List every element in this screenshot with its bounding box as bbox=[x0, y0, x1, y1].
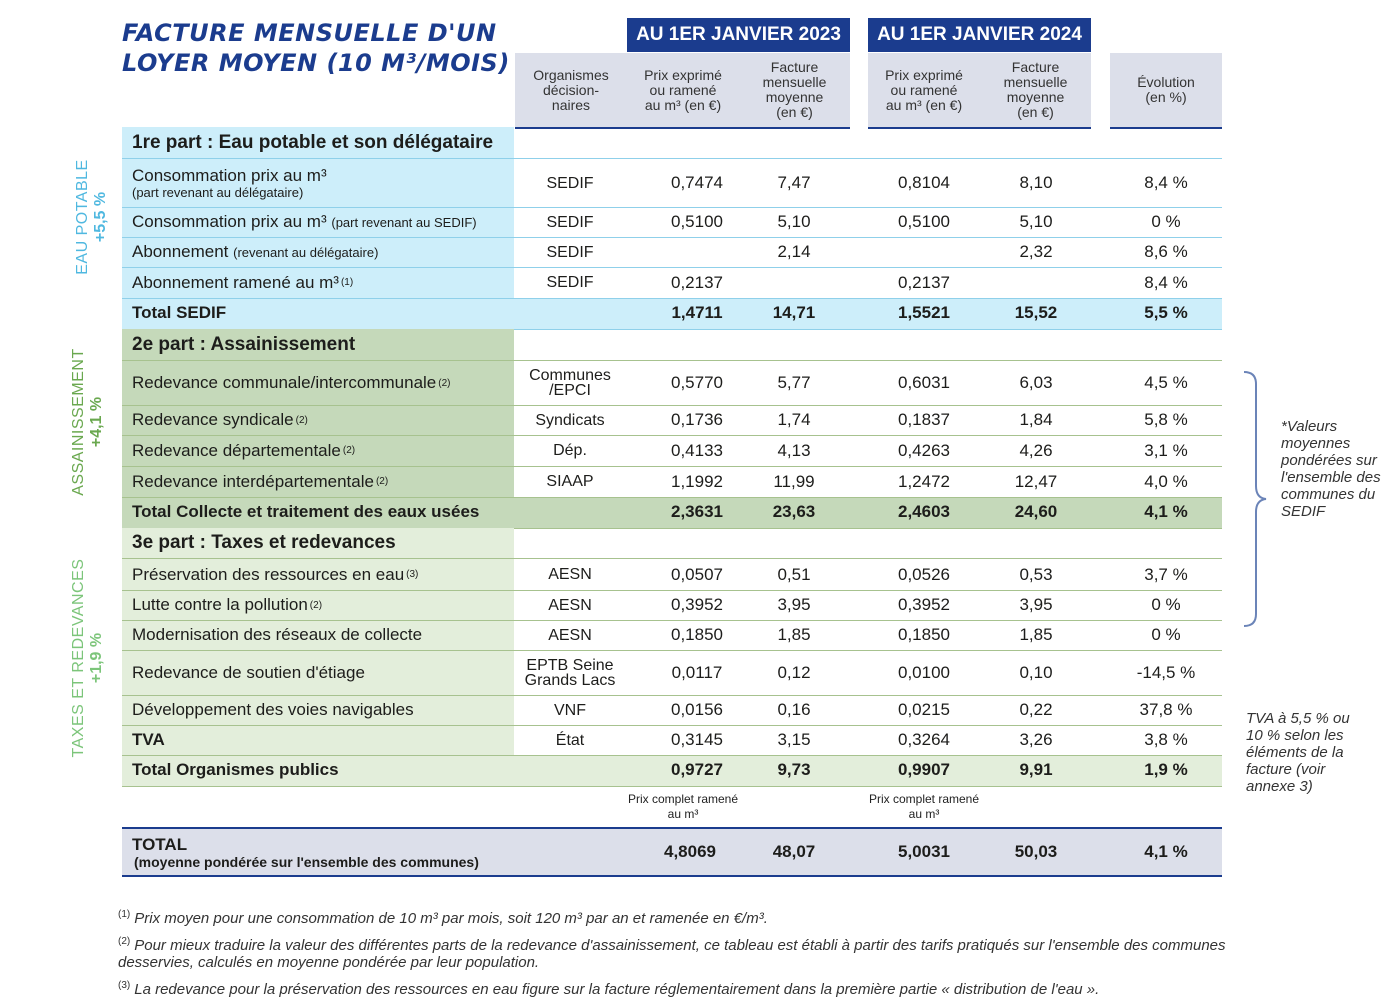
side-label-eau-potable: EAU POTABLE +5,5 % bbox=[74, 159, 109, 275]
prix-complet-2024: Prix complet ramené au m³ bbox=[868, 792, 980, 821]
row-org: SEDIF bbox=[546, 213, 594, 231]
row-evolution: -14,5 % bbox=[1136, 662, 1196, 682]
side-label-taxes: TAXES ET REDEVANCES +1,9 % bbox=[70, 558, 105, 758]
page-title bbox=[122, 18, 510, 78]
title-line-1: FACTURE MENSUELLE D'UN bbox=[122, 19, 497, 47]
row-label: Redevance de soutien d'étiage bbox=[132, 662, 365, 682]
row-evolution: 0 % bbox=[1151, 595, 1181, 614]
row-invoice-2024: 5,10 bbox=[1019, 212, 1053, 231]
row-price-2024: 1,5521 bbox=[898, 303, 950, 322]
row-invoice-2023: 5,10 bbox=[777, 212, 811, 231]
note-tva: TVA à 5,5 % ou 10 % selon les éléments de la facture (voir annexe 3) bbox=[1246, 710, 1350, 795]
row-invoice-2024: 0,10 bbox=[1019, 662, 1053, 682]
row-invoice-2024: 4,26 bbox=[1019, 440, 1053, 460]
header-org: Organismes décision- naires bbox=[515, 53, 627, 129]
row-invoice-2024: 9,91 bbox=[1019, 760, 1053, 779]
row-footnote-ref: (3) bbox=[406, 569, 419, 580]
table-row bbox=[122, 650, 1222, 696]
row-price-2023: 2,3631 bbox=[671, 502, 723, 521]
row-evolution: 5,8 % bbox=[1144, 410, 1188, 429]
section-1-title: 1re part : Eau potable et son délégataire bbox=[132, 132, 494, 153]
table-row bbox=[122, 559, 1222, 591]
section-3-title-row bbox=[122, 528, 1222, 559]
row-price-2024: 0,9907 bbox=[898, 760, 950, 779]
row-invoice-2024: 12,47 bbox=[1014, 471, 1058, 491]
row-price-2024: 0,0100 bbox=[898, 662, 950, 682]
row-price-2023: 0,7474 bbox=[671, 173, 723, 192]
row-label: Abonnement bbox=[132, 242, 229, 261]
row-org: AESN bbox=[548, 566, 592, 583]
row-invoice-2024: 1,84 bbox=[1019, 410, 1053, 429]
row-invoice-2023: 3,15 bbox=[777, 730, 811, 749]
table-row bbox=[122, 267, 1222, 298]
table-row bbox=[122, 159, 1222, 208]
row-label: Redevance syndicale bbox=[132, 410, 294, 429]
section-2-title: 2e part : Assainissement bbox=[132, 334, 356, 355]
row-label: Développement des voies navigables bbox=[132, 700, 414, 719]
row-invoice-2023: 1,85 bbox=[777, 625, 811, 644]
table-row bbox=[122, 435, 1222, 467]
row-invoice-2023 bbox=[744, 267, 844, 298]
row-label-sub: (part revenant au SEDIF) bbox=[331, 214, 477, 230]
row-price-2024: 0,0215 bbox=[898, 700, 950, 719]
row-price-2024: 0,0526 bbox=[898, 564, 950, 584]
row-footnote-ref: (1) bbox=[340, 277, 354, 288]
row-evolution: 0 % bbox=[1151, 212, 1181, 231]
row-label: TVA bbox=[132, 730, 165, 749]
total-collecte-row bbox=[122, 497, 1222, 527]
row-invoice-2024: 24,60 bbox=[1014, 502, 1058, 521]
total-invoice-2024: 50,03 bbox=[1014, 842, 1058, 861]
row-invoice-2023: 23,63 bbox=[772, 502, 816, 521]
row-invoice-2023: 7,47 bbox=[777, 173, 811, 192]
row-invoice-2024: 8,10 bbox=[1019, 173, 1053, 192]
row-price-2024: 0,3264 bbox=[898, 730, 950, 749]
row-invoice-2024 bbox=[986, 267, 1086, 298]
row-evolution: 8,4 % bbox=[1144, 173, 1188, 192]
total-sedif-row bbox=[122, 298, 1222, 328]
row-footnote-ref: (2) bbox=[438, 377, 451, 389]
row-price-2024 bbox=[868, 237, 980, 267]
row-price-2024: 0,5100 bbox=[898, 212, 950, 231]
header-evolution: Évolution (en %) bbox=[1110, 53, 1222, 129]
header-invoice-2023: Facture mensuelle moyenne (en €) bbox=[739, 53, 850, 129]
total-sub: (moyenne pondérée sur l'ensemble des communes) bbox=[134, 853, 479, 870]
footnote-2: $^{(2)}$ Pour mieux traduire la valeur des différentes parts de la redevance d'assainissement, ce tableau est établi à partir des tarifs pratiqués sur l'ensemble des communes desservies, calculés en moyenne pondérée par leur population. bbox=[118, 936, 1226, 971]
row-price-2023 bbox=[634, 237, 760, 267]
year-2024-banner: AU 1ER JANVIER 2024 bbox=[868, 18, 1091, 52]
row-footnote-ref: (2) bbox=[342, 445, 356, 456]
footnote-3: $^{(3)}$ La redevance pour la préservation des ressources en eau figure sur la facture réglementairement dans la première partie « distribution de l'eau ». bbox=[118, 980, 1100, 998]
prix-complet-2023: Prix complet ramené au m³ bbox=[627, 792, 739, 821]
row-invoice-2023: 0,51 bbox=[777, 564, 811, 584]
header-price-2023: Prix exprimé ou ramené au m³ (en €) bbox=[627, 53, 739, 129]
row-price-2024: 1,2472 bbox=[898, 471, 950, 491]
row-label: Consommation prix au m³ bbox=[132, 212, 327, 231]
row-evolution: 3,8 % bbox=[1144, 730, 1188, 749]
total-invoice-2023: 48,07 bbox=[772, 842, 816, 861]
row-org: AESN bbox=[548, 626, 592, 644]
row-evolution: 8,6 % bbox=[1144, 242, 1188, 261]
row-label: Total SEDIF bbox=[132, 303, 227, 322]
row-footnote-ref: (2) bbox=[295, 414, 308, 426]
row-label: Préservation des ressources en eau bbox=[132, 564, 405, 584]
row-label: Consommation prix au m³ bbox=[132, 166, 327, 185]
row-price-2023: 0,5770 bbox=[671, 373, 723, 392]
row-price-2023: 0,9727 bbox=[671, 760, 723, 779]
row-price-2023: 0,0156 bbox=[671, 700, 723, 719]
row-org: AESN bbox=[548, 596, 592, 614]
row-org: SEDIF bbox=[546, 243, 594, 261]
table-row bbox=[122, 361, 1222, 406]
row-evolution: 4,1 % bbox=[1144, 502, 1188, 521]
title-line-2: LOYER MOYEN (10 M³/MOIS) bbox=[122, 49, 510, 77]
row-evolution: 37,8 % bbox=[1139, 700, 1193, 719]
header-invoice-2024: Facture mensuelle moyenne (en €) bbox=[980, 53, 1091, 129]
row-price-2024: 0,8104 bbox=[898, 173, 950, 192]
row-footnote-ref: (2) bbox=[309, 599, 323, 611]
table-row bbox=[122, 466, 1222, 497]
grand-total-row bbox=[122, 827, 1222, 877]
row-invoice-2023: 3,95 bbox=[777, 595, 811, 614]
row-invoice-2023: 2,14 bbox=[777, 242, 811, 261]
row-price-2023: 0,4133 bbox=[671, 440, 723, 460]
year-2023-banner: AU 1ER JANVIER 2023 bbox=[627, 18, 850, 52]
row-evolution: 1,9 % bbox=[1144, 760, 1188, 779]
table-row bbox=[122, 620, 1222, 651]
row-price-2023: 0,0117 bbox=[671, 662, 723, 682]
row-invoice-2024: 6,03 bbox=[1019, 373, 1053, 392]
row-label: Total Organismes publics bbox=[132, 760, 339, 779]
row-price-2023: 0,3952 bbox=[671, 595, 723, 614]
table-row bbox=[122, 405, 1222, 436]
row-price-2024: 0,4263 bbox=[898, 440, 950, 460]
row-label: Redevance départementale bbox=[132, 440, 341, 460]
row-invoice-2023: 4,13 bbox=[777, 440, 811, 460]
row-invoice-2023: 0,16 bbox=[777, 700, 811, 719]
total-price-2024: 5,0031 bbox=[898, 842, 950, 861]
row-price-2024: 0,3952 bbox=[898, 595, 950, 614]
row-price-2023: 0,1736 bbox=[671, 410, 723, 429]
row-org: SIAAP bbox=[546, 473, 594, 490]
row-evolution: 4,0 % bbox=[1144, 471, 1188, 491]
row-footnote-ref: (2) bbox=[375, 476, 389, 487]
row-price-2023: 0,5100 bbox=[671, 212, 723, 231]
footnotes bbox=[118, 906, 1268, 1004]
row-price-2023: 1,4711 bbox=[671, 303, 723, 322]
row-invoice-2023: 1,74 bbox=[777, 410, 811, 429]
row-label: Total Collecte et traitement des eaux usées bbox=[132, 502, 480, 521]
row-org: Communes /EPCI bbox=[529, 367, 611, 399]
row-org: SEDIF bbox=[546, 174, 594, 192]
table-row bbox=[122, 590, 1222, 621]
row-invoice-2023: 5,77 bbox=[777, 373, 811, 392]
row-invoice-2024: 2,32 bbox=[1019, 242, 1053, 261]
total-organismes-row bbox=[122, 755, 1222, 785]
row-invoice-2024: 3,95 bbox=[1019, 595, 1053, 614]
row-price-2023: 0,1850 bbox=[671, 625, 723, 644]
row-price-2023: 0,0507 bbox=[671, 564, 723, 584]
row-price-2023: 1,1992 bbox=[671, 471, 723, 491]
row-price-2024: 2,4603 bbox=[898, 502, 950, 521]
side-label-assainissement: ASSAINISSEMENT +4,1 % bbox=[70, 348, 105, 496]
total-label: TOTAL bbox=[132, 834, 188, 854]
table-row bbox=[122, 237, 1222, 268]
row-evolution: 3,1 % bbox=[1144, 440, 1188, 460]
row-label-sub: (revenant au délégataire) bbox=[233, 244, 379, 260]
row-label: Redevance communale/intercommunale bbox=[132, 373, 437, 392]
row-price-2024: 0,1850 bbox=[898, 625, 950, 644]
header-price-2024: Prix exprimé ou ramené au m³ (en €) bbox=[868, 53, 980, 129]
row-org: Dép. bbox=[553, 442, 587, 459]
brace-icon bbox=[1240, 370, 1270, 628]
table-row bbox=[122, 207, 1222, 238]
row-evolution: 0 % bbox=[1151, 625, 1181, 644]
row-invoice-2023: 14,71 bbox=[772, 303, 816, 322]
row-org: SEDIF bbox=[546, 274, 594, 291]
row-label: Redevance interdépartementale bbox=[132, 471, 374, 491]
row-org: VNF bbox=[554, 701, 586, 719]
table-row bbox=[122, 695, 1222, 726]
row-invoice-2024: 15,52 bbox=[1014, 303, 1058, 322]
row-org: Syndicats bbox=[535, 411, 605, 429]
row-price-2024: 0,1837 bbox=[898, 410, 950, 429]
table-row bbox=[122, 725, 1222, 755]
row-evolution: 8,4 % bbox=[1144, 272, 1188, 292]
total-evolution: 4,1 % bbox=[1144, 842, 1188, 861]
row-org: EPTB Seine Grands Lacs bbox=[524, 656, 616, 689]
row-evolution: 3,7 % bbox=[1144, 564, 1188, 584]
note-valeurs: *Valeurs moyennes pondérées sur l'ensemble des communes du SEDIF bbox=[1281, 418, 1381, 520]
row-price-2023: 0,3145 bbox=[671, 730, 723, 749]
section-1-title-row bbox=[122, 128, 1222, 159]
row-invoice-2023: 11,99 bbox=[773, 471, 815, 491]
row-invoice-2024: 0,22 bbox=[1019, 700, 1053, 719]
section-3-title: 3e part : Taxes et redevances bbox=[132, 532, 396, 553]
row-evolution: 4,5 % bbox=[1144, 373, 1188, 392]
row-label: Abonnement ramené au m³ bbox=[132, 272, 339, 292]
row-price-2024: 0,2137 bbox=[898, 272, 950, 292]
row-price-2023: 0,2137 bbox=[671, 272, 723, 292]
footnote-1: $^{(1)}$ Prix moyen pour une consommation de 10 m³ par mois, soit 120 m³ par an et ramenée en €/m³. bbox=[118, 909, 768, 927]
row-label: Lutte contre la pollution bbox=[132, 595, 308, 614]
row-invoice-2023: 9,73 bbox=[777, 760, 811, 779]
row-invoice-2024: 0,53 bbox=[1019, 564, 1053, 584]
row-label: Modernisation des réseaux de collecte bbox=[132, 625, 423, 644]
row-label-sub: (part revenant au délégataire) bbox=[132, 185, 304, 200]
row-price-2024: 0,6031 bbox=[898, 373, 950, 392]
row-org: État bbox=[555, 731, 585, 749]
total-price-2023: 4,8069 bbox=[664, 842, 716, 861]
row-evolution: 5,5 % bbox=[1144, 303, 1188, 322]
row-invoice-2023: 0,12 bbox=[777, 662, 811, 682]
row-invoice-2024: 3,26 bbox=[1019, 730, 1053, 749]
row-invoice-2024: 1,85 bbox=[1019, 625, 1053, 644]
section-2-title-row bbox=[122, 330, 1222, 361]
